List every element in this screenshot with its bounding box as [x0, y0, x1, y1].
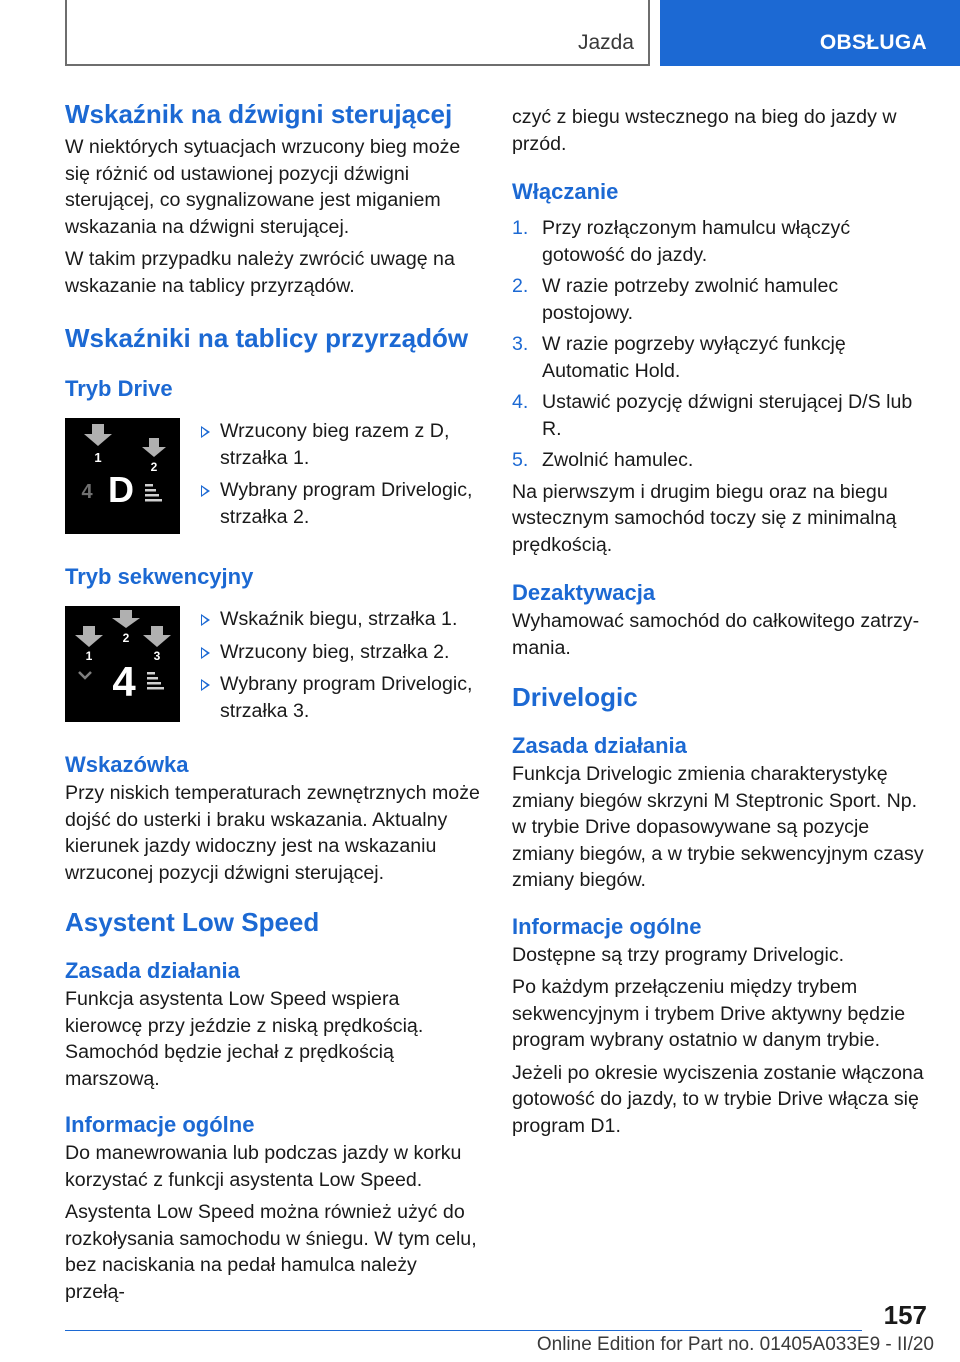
bullet-triangle-icon — [201, 679, 210, 691]
left-column — [65, 98, 480, 1311]
paragraph: Do manewrowania lub podczas jazdy w korku korzystać z funkcji asystenta Low Speed. — [65, 1142, 462, 1191]
list-item-text: Wskaźnik biegu, strzałka 1. — [220, 608, 458, 630]
heading-activation: Włączanie — [512, 179, 619, 204]
list-item-text: Wybrany program Drivelogic, strzałka 3. — [220, 673, 473, 722]
list-item-text: Wrzucony bieg, strzałka 2. — [220, 640, 450, 663]
list-item — [512, 389, 932, 442]
chapter-tab[interactable] — [660, 0, 960, 66]
drive-arrow-2-label: 2 — [150, 460, 158, 474]
step-number: 2. — [512, 275, 529, 297]
paragraph: Dostępne są trzy programy Drivelogic. — [512, 943, 845, 966]
bullet-triangle-icon — [201, 426, 210, 438]
drive-mode-display-image — [65, 418, 180, 534]
heading-lever-indicator: Wskaźnik na dźwigni sterującej — [65, 99, 453, 129]
bullet-triangle-icon — [201, 614, 210, 626]
list-item — [203, 418, 483, 471]
heading-drivelogic: Drivelogic — [512, 682, 638, 712]
step-text: Przy rozłączonym hamulcu włączyć gotowość do jazdy. — [542, 217, 851, 266]
seq-main-gear: 4 — [112, 658, 136, 705]
list-item-text: Wrzucony bieg razem z D, strzałka 1. — [220, 420, 450, 469]
chapter-tab-label: OBSŁUGA — [819, 31, 927, 54]
paragraph: Jeżeli po okresie wyciszenia zostanie włączona gotowość do jazdy, to w trybie Drive włącza się program D1. — [512, 1061, 924, 1137]
step-number: 5. — [512, 449, 529, 471]
heading-low-speed-assistant: Asystent Low Speed — [65, 907, 320, 937]
sequential-mode-display-image — [65, 606, 180, 722]
seq-arrow-2-label: 2 — [122, 631, 130, 645]
right-column — [512, 98, 932, 1145]
list-item — [512, 331, 932, 384]
paragraph: Asystenta Low Speed można również użyć do rozkołysania samochodu w śniegu. W tym celu, bez naciskania na pedał hamulca należy przełą- — [65, 1201, 477, 1303]
drive-mode-figure — [65, 418, 480, 534]
list-item — [512, 273, 932, 326]
paragraph: Funkcja Drivelogic zmienia charakterystykę zmiany biegów skrzyni M Steptronic Sport. Np. w trybie Drive dopasowywane są pozycje zmiany biegów, a w trybie sekwencyjnym czasy zmiany biegów. — [512, 763, 924, 891]
paragraph: W niektórych sytuacjach wrzucony bieg może się różnić od ustawionej pozycji dźwigni sterującej, co sygnalizowane jest miganiem wskazania na dźwigni sterującej. — [65, 136, 461, 238]
step-text: Ustawić pozycję dźwigni sterującej D/S lub R. — [542, 391, 913, 440]
step-text: Zwolnić hamulec. — [542, 449, 694, 471]
heading-low-speed-principle: Zasada działania — [65, 958, 240, 983]
section-header — [65, 0, 650, 66]
section-title: Jazda — [577, 31, 634, 54]
paragraph: czyć z biegu wstecznego na bieg do jazdy w przód. — [512, 106, 897, 155]
heading-panel-indicators: Wskaźniki na tablicy przyrządów — [65, 323, 469, 353]
edition-footer: Online Edition for Part no. 01405A033E9 - II/20 — [536, 1334, 934, 1355]
bullet-triangle-icon — [201, 485, 210, 497]
heading-low-speed-general: Informacje ogólne — [65, 1112, 255, 1137]
list-item — [512, 215, 932, 268]
step-text: W razie potrzeby zwolnić hamulec postojowy. — [542, 275, 839, 324]
activation-steps — [512, 215, 932, 474]
heading-drivelogic-general: Informacje ogólne — [512, 913, 702, 939]
bullet-triangle-icon — [201, 647, 210, 659]
chevron-down-icon — [79, 672, 91, 678]
page-header — [0, 0, 960, 66]
page-number: 157 — [883, 1300, 927, 1330]
paragraph: Funkcja asystenta Low Speed wspiera kierowcę przy jeździe z niską prędkością. Samochód będzie jechał z prędkością marszową. — [65, 988, 424, 1090]
heading-drive-mode: Tryb Drive — [65, 376, 173, 401]
paragraph: Po każdym przełączeniu między trybem sekwencyjnym i trybem Drive aktywny będzie program wybrany ostatnio w danym trybie. — [512, 976, 906, 1051]
step-number: 1. — [512, 217, 529, 239]
footer-divider — [65, 1330, 862, 1331]
paragraph: W takim przypadku należy zwrócić uwagę na wskazanie na tablicy przyrządów. — [65, 248, 455, 297]
drive-arrow-1-label: 1 — [94, 450, 102, 465]
paragraph: Wyhamować samochód do całkowitego zatrzymania. — [512, 610, 920, 659]
drivelogic-bars-icon — [147, 672, 164, 690]
list-item — [203, 639, 483, 666]
list-item — [203, 477, 483, 530]
paragraph: Przy niskich temperaturach zewnętrznych może dojść do usterki i braku wskazania. Aktualny kierunek jazdy widoczny jest na wskazaniu wrzuconej pozycji dźwigni sterującej. — [65, 782, 480, 884]
drive-main-gear: D — [108, 469, 134, 510]
heading-sequential-mode: Tryb sekwencyjny — [65, 564, 254, 589]
drive-small-gear: 4 — [81, 481, 93, 503]
list-item — [203, 606, 483, 633]
step-text: W razie pogrzeby wyłączyć funkcję Automatic Hold. — [542, 333, 846, 382]
heading-deactivation: Dezaktywacja — [512, 580, 656, 605]
seq-arrow-1-label: 1 — [85, 649, 93, 663]
list-item — [512, 447, 932, 474]
step-number: 4. — [512, 391, 529, 413]
step-number: 3. — [512, 333, 529, 355]
seq-arrow-3-label: 3 — [153, 649, 161, 663]
paragraph: Na pierwszym i drugim biegu oraz na biegu wstecznym samochód toczy się z minimalną prędkością. — [512, 480, 897, 556]
heading-drivelogic-principle: Zasada działania — [512, 733, 687, 758]
drivelogic-bars-icon — [145, 484, 162, 502]
list-item — [203, 671, 483, 724]
heading-note: Wskazówka — [65, 752, 189, 777]
list-item-text: Wybrany program Drivelogic, strzałka 2. — [220, 479, 473, 528]
sequential-mode-figure — [65, 606, 480, 722]
